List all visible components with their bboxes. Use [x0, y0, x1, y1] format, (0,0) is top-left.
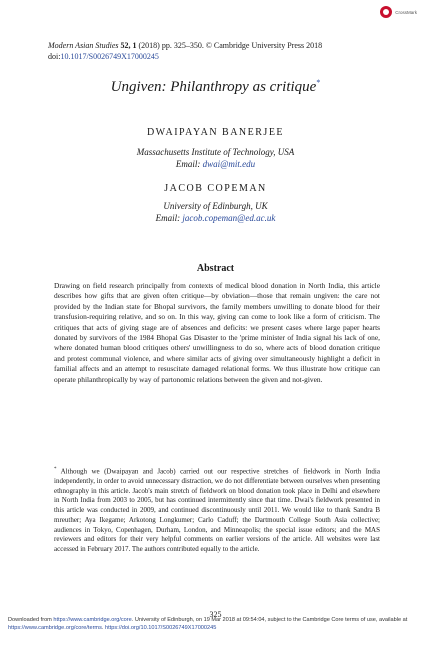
crossmark-label: CrossMark — [395, 9, 417, 15]
download-separator: . — [101, 625, 104, 631]
affiliation-1 — [0, 146, 431, 170]
crossmark-badge[interactable] — [380, 6, 417, 18]
cambridge-core-link[interactable]: https://www.cambridge.org/core — [53, 617, 132, 623]
affiliation-2 — [0, 200, 431, 224]
footnote — [54, 465, 380, 555]
doi-footer-link[interactable]: https://doi.org/10.1017/S0026749X17000245 — [105, 625, 217, 631]
title-text: Ungiven: Philanthropy as critique — [110, 79, 317, 95]
doi-link[interactable]: 10.1017/S0026749X17000245 — [60, 51, 159, 61]
email-label-1: Email: — [175, 159, 201, 169]
doi-prefix: doi: — [48, 51, 61, 61]
email-label-2: Email: — [155, 213, 181, 223]
title-footnote-mark[interactable]: * — [316, 78, 321, 87]
crossmark-icon — [380, 6, 392, 18]
author-name-1: DWAIPAYAN BANERJEE — [146, 127, 285, 138]
doi-line — [48, 52, 378, 63]
footnote-mark: * — [54, 467, 57, 472]
copyright-notice: © Cambridge University Press 2018 — [205, 41, 323, 50]
journal-name: Modern Asian Studies — [48, 41, 119, 50]
abstract-heading: Abstract — [196, 263, 235, 274]
download-prefix: Downloaded from — [8, 617, 52, 623]
journal-header — [48, 41, 378, 62]
terms-prefix: terms of use, available at — [345, 617, 408, 623]
email-line-2 — [0, 212, 431, 224]
abstract-body: Drawing on field research principally from contexts of medical blood donation in North India, this article describes how gifts that are given often critique—by obviation—those that remain ungiven: the care not provided by the Indian state for Bhopal survivors, the family members unwilling to donate blood for their transfusion-requiring relative, and so on. In this way, giving can come to look like a form of criticism. The critiques that acts of giving stage are of absences and deficits: we present cases where large paper hearts donated by survivors of the 1984 Bhopal Gas Disaster to the 'prime minister of India signal his lack of one, where donated human blood critiques others' unwillingness to do so, where acts of blood donation critique and protest communal violence, and where similar acts of giving over simultaneously highlight a deficit in familial affects and an attempt to resuscitate damaged relational forms. We thus illustrate how critique can operate philanthropically by way of partonomic relations between the given and not-given. — [54, 281, 380, 384]
article-title — [0, 78, 431, 96]
institution-1: Massachusetts Institute of Technology, USA — [136, 147, 295, 157]
page-number: 325 — [209, 610, 222, 619]
journal-volume: 52, 1 — [120, 41, 137, 50]
journal-year-pages: (2018) pp. 325–350. — [138, 41, 204, 50]
terms-link[interactable]: https://www.cambridge.org/core/terms — [8, 625, 102, 631]
footnote-text: Although we (Dwaipayan and Jacob) carried out our respective stretches of fieldwork in North India independently, in order to avoid unnecessary distraction, we do not differentiate between ourselves when presenting ethnography in this article. Jacob's main stretch of fieldwork on blood donation took place in Delhi and elsewhere in North India from 2003 to 2005, but has continued intermittently since that time. Dwai's fieldwork presented in this article was conducted in 2009, and continued discontinuously until 2011. We would like to thank Sandra B mreuther; Aya Ikegame; Arkotong Longkumer; Carlo Caduff; the Dartmouth College South Asia collective; audiences in Tokyo, Copenhagen, Durham, London, and Minneapolis; the special issue editors; and the MAS reviewers and editors for their very helpful comments on earlier versions of the article. All websites were last accessed in February 2017. The authors contributed equally to the article. — [54, 467, 380, 553]
author-name-2: JACOB COPEMAN — [164, 183, 267, 194]
email-link-2[interactable]: jacob.copeman@ed.ac.uk — [182, 213, 276, 223]
download-mid-text: . University of Edinburgh, on 19 Mar 2018 at 09:54:04, subject to the Cambridge Core — [131, 617, 344, 623]
email-line-1 — [0, 158, 431, 170]
email-link-1[interactable]: dwai@mit.edu — [202, 159, 256, 169]
download-notice — [8, 616, 423, 632]
institution-2: University of Edinburgh, UK — [163, 201, 268, 211]
